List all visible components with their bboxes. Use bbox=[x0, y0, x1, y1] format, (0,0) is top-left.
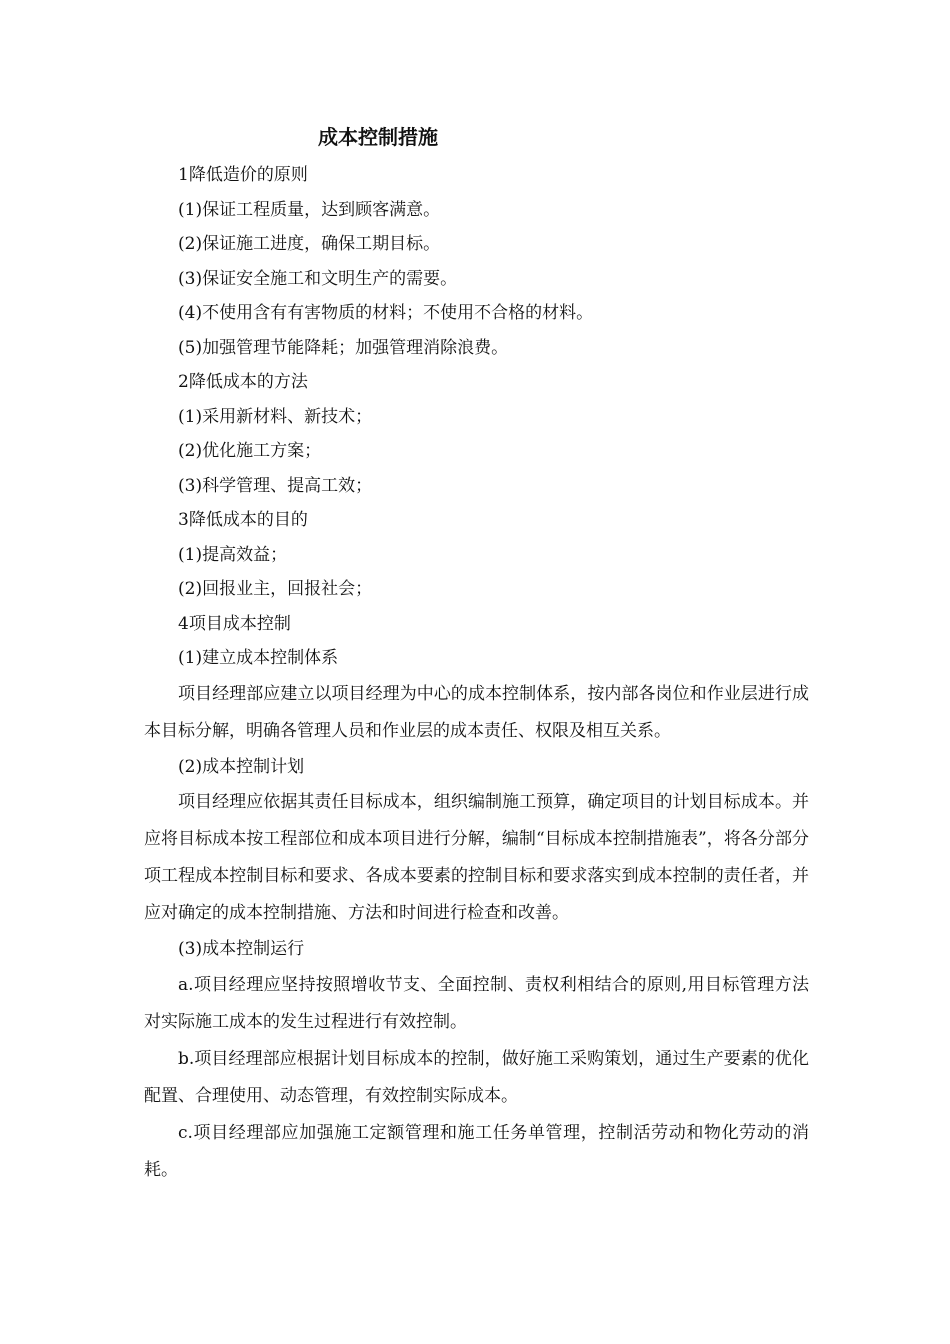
subsection-heading-1: (1)建立成本控制体系 bbox=[178, 648, 339, 668]
list-item: (3)科学管理、提高工效； bbox=[178, 475, 373, 496]
list-item: (5)加强管理节能降耗；加强管理消除浪费。 bbox=[178, 337, 509, 358]
document-body bbox=[144, 158, 809, 1189]
list-item: (2)回报业主，回报社会； bbox=[178, 579, 373, 599]
subsection-heading-3: (3)成本控制运行 bbox=[178, 939, 305, 959]
list-item: (1)保证工程质量，达到顾客满意。 bbox=[178, 199, 441, 220]
section-heading-3: 3降低成本的目的 bbox=[178, 510, 308, 530]
paragraph-item-b: b.项目经理部应根据计划目标成本的控制，做好施工采购策划，通过生产要素的优化配置、合理使用、动态管理，有效控制实际成本。 bbox=[144, 1048, 809, 1106]
list-item: (1)提高效益； bbox=[178, 544, 288, 565]
paragraph-cost-control-system: 项目经理部应建立以项目经理为中心的成本控制体系，按内部各岗位和作业层进行成本目标分解，明确各管理人员和作业层的成本责任、权限及相互关系。 bbox=[144, 683, 809, 741]
section-heading-4: 4项目成本控制 bbox=[178, 613, 291, 634]
subsection-heading-2: (2)成本控制计划 bbox=[178, 756, 305, 777]
paragraph-cost-control-plan: 项目经理应依据其责任目标成本，组织编制施工预算，确定项目的计划目标成本。并应将目标成本按工程部位和成本项目进行分解，编制“目标成本控制措施表”，将各分部分项工程成本控制目标和要求、各成本要素的控制目标和要求落实到成本控制的责任者，并应对确定的成本控制措施、方法和时间进行检查和改善。 bbox=[144, 792, 809, 923]
list-item: (1)采用新材料、新技术； bbox=[178, 406, 373, 427]
list-item: (2)优化施工方案； bbox=[178, 441, 322, 461]
list-item: (2)保证施工进度，确保工期目标。 bbox=[178, 234, 441, 254]
document-title: 成本控制措施 bbox=[318, 125, 438, 149]
section-heading-2: 2降低成本的方法 bbox=[178, 372, 308, 392]
paragraph-item-a: a.项目经理应坚持按照增收节支、全面控制、责权利相结合的原则,用目标管理方法对实际施工成本的发生过程进行有效控制。 bbox=[144, 974, 809, 1032]
list-item: (3)保证安全施工和文明生产的需要。 bbox=[178, 268, 458, 289]
section-heading-1: 1降低造价的原则 bbox=[178, 165, 308, 185]
list-item: (4)不使用含有有害物质的材料；不使用不合格的材料。 bbox=[178, 303, 594, 323]
paragraph-item-c: c.项目经理部应加强施工定额管理和施工任务单管理，控制活劳动和物化劳动的消耗。 bbox=[144, 1122, 809, 1180]
